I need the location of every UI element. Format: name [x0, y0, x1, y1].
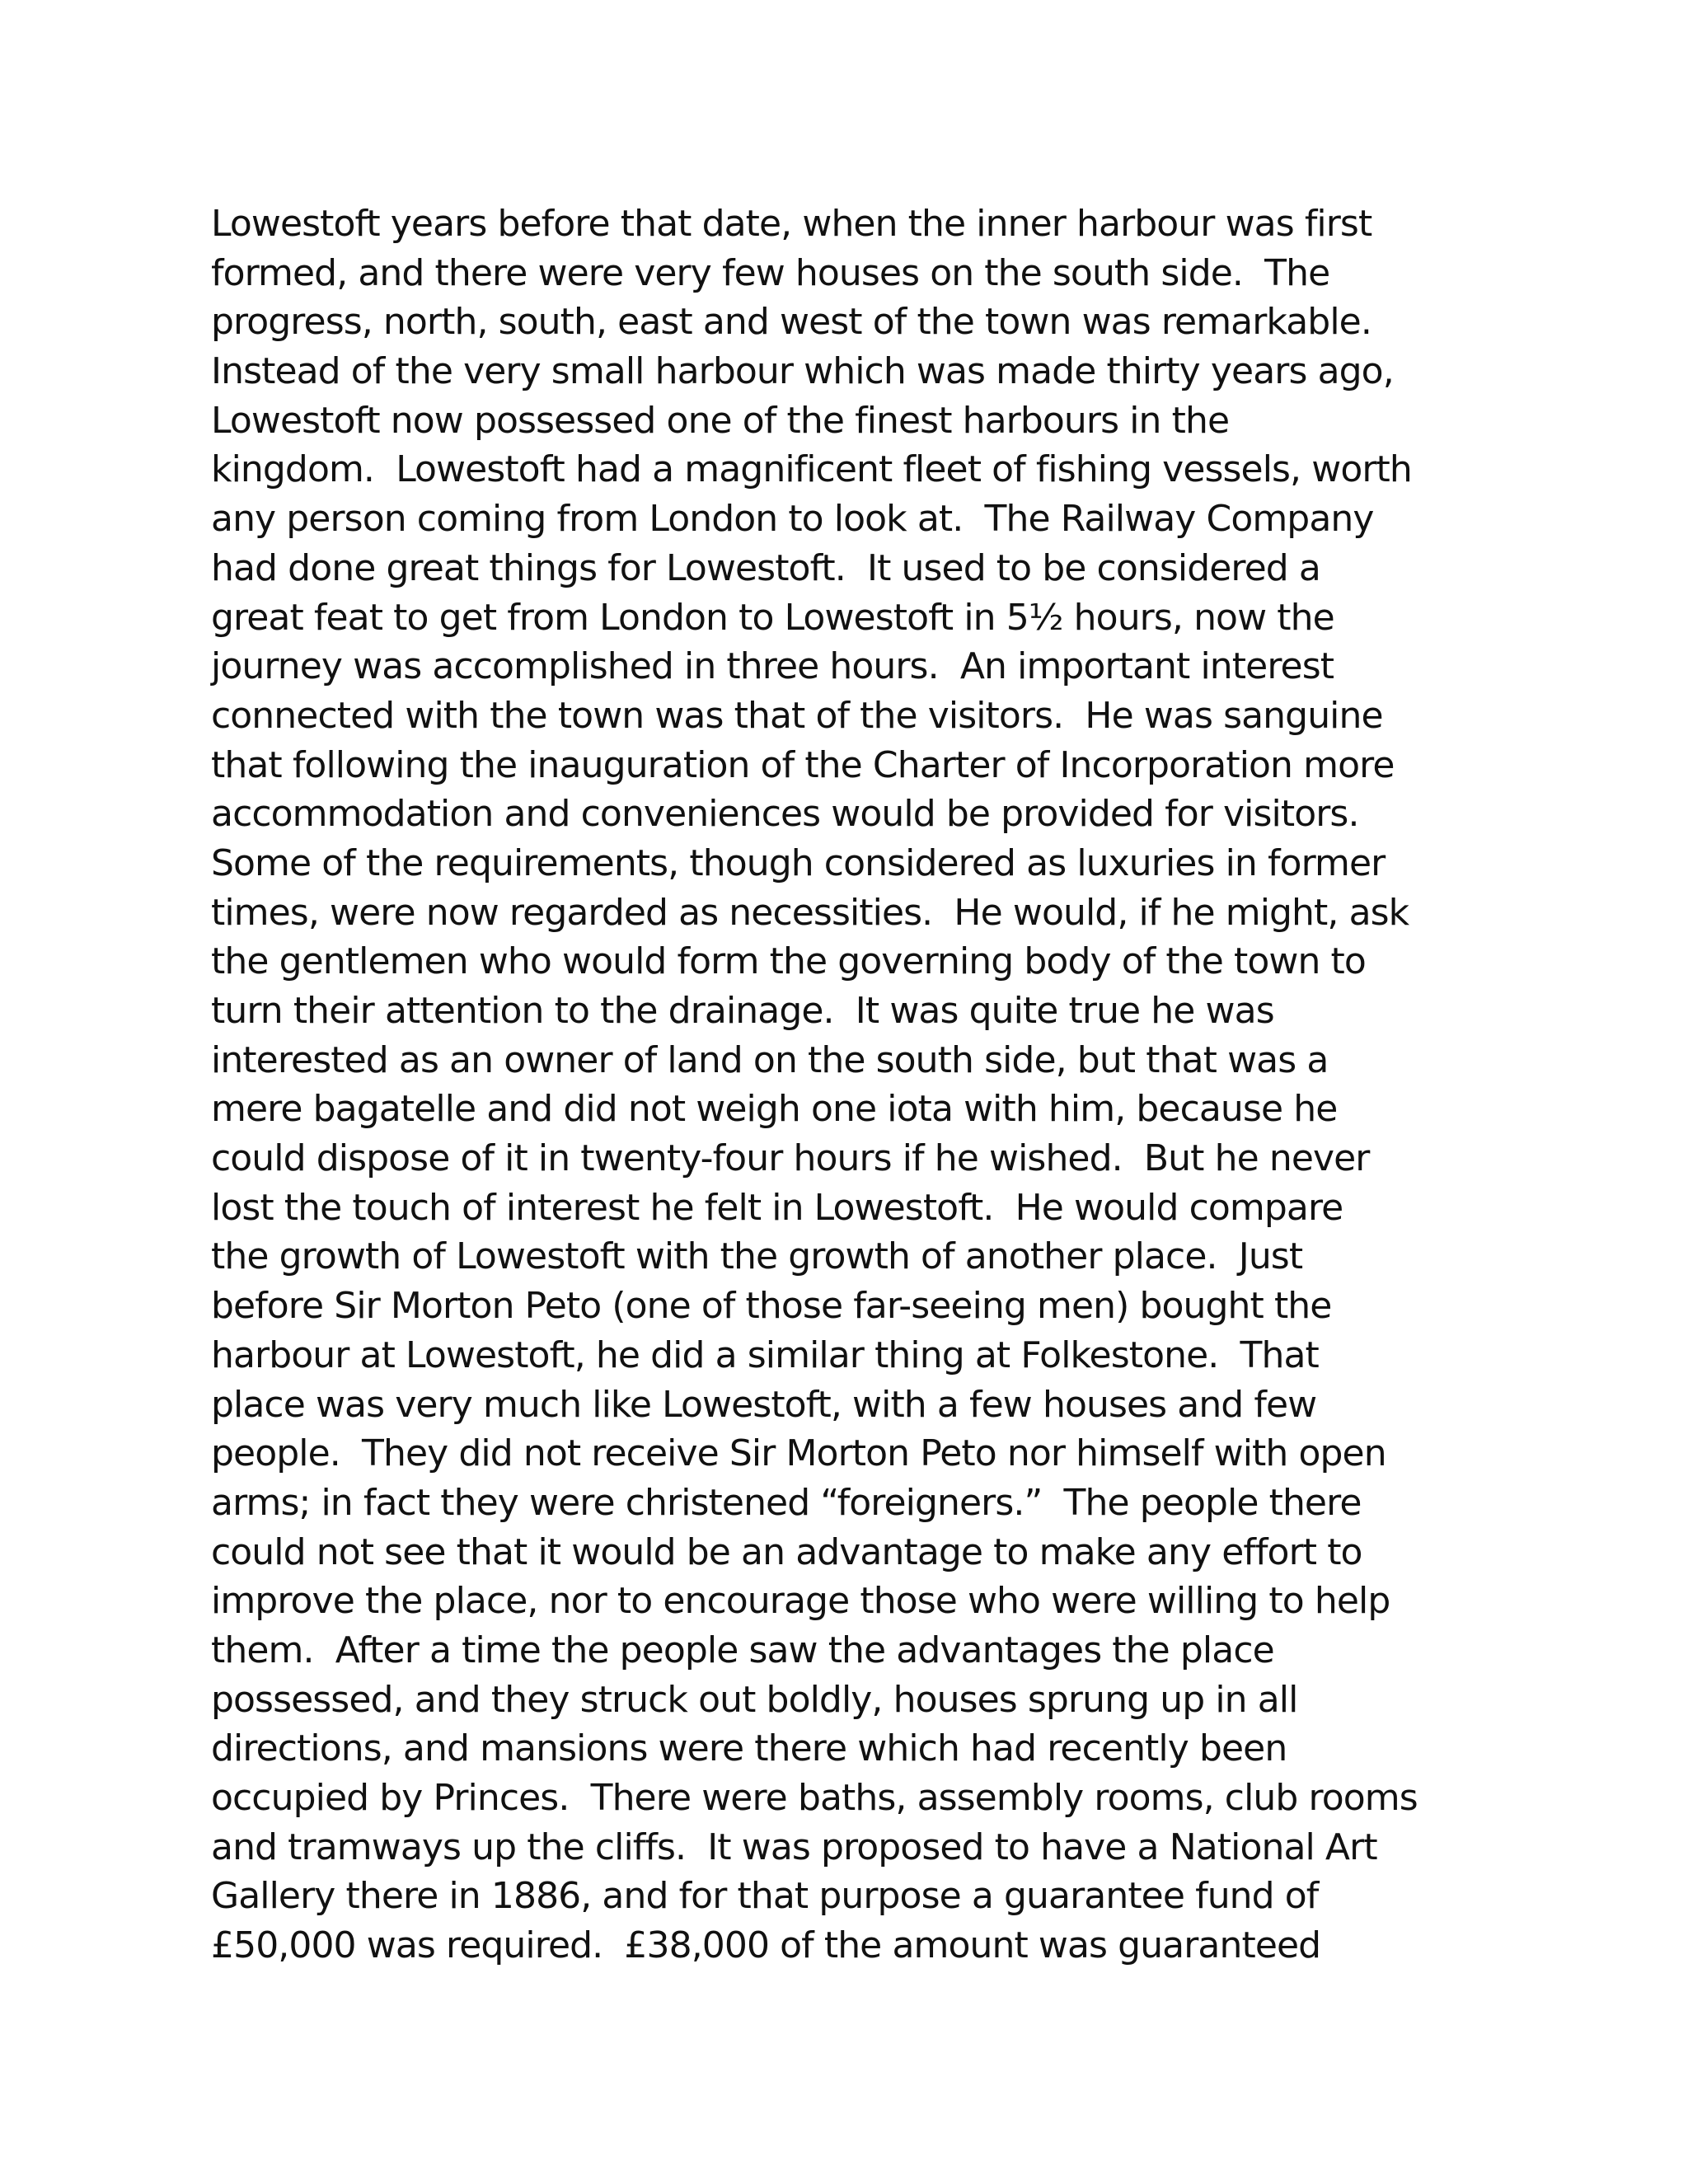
text-line: them. After a time the people saw the advantages the place: [211, 1629, 1274, 1671]
text-line: that following the inauguration of the Charter of Incorporation more: [211, 743, 1395, 786]
text-line: Gallery there in 1886, and for that purpose a guarantee fund of: [211, 1875, 1319, 1918]
text-line: lost the touch of interest he felt in Lowestoft. He would compare: [211, 1186, 1343, 1229]
text-line: great feat to get from London to Lowestoft in 5½ hours, now the: [211, 596, 1334, 639]
text-line: before Sir Morton Peto (one of those far-seeing men) bought the: [211, 1285, 1332, 1328]
text-line: kingdom. Lowestoft had a magnificent fleet of fishing vessels, worth: [211, 448, 1412, 491]
text-line: and tramways up the cliffs. It was proposed to have a National Art: [211, 1825, 1377, 1868]
text-line: turn their attention to the drainage. It was quite true he was: [211, 990, 1274, 1032]
text-line: journey was accomplished in three hours. An important interest: [211, 645, 1334, 688]
body-text: [211, 199, 1497, 1971]
text-line: Some of the requirements, though considered as luxuries in former: [211, 841, 1386, 884]
text-line: people. They did not receive Sir Morton Peto nor himself with open: [211, 1432, 1386, 1475]
text-line: times, were now regarded as necessities. He would, if he might, ask: [211, 891, 1409, 934]
text-line: had done great things for Lowestoft. It used to be considered a: [211, 546, 1320, 589]
text-line: improve the place, nor to encourage those who were willing to help: [211, 1580, 1390, 1623]
text-line: harbour at Lowestoft, he did a similar thing at Folkestone. That: [211, 1333, 1319, 1376]
text-line: arms; in fact they were christened “foreigners.” The people there: [211, 1481, 1362, 1524]
text-line: could dispose of it in twenty-four hours if he wished. But he never: [211, 1137, 1370, 1180]
text-line: occupied by Princes. There were baths, assembly rooms, club rooms: [211, 1777, 1418, 1819]
text-line: the growth of Lowestoft with the growth of another place. Just: [211, 1235, 1303, 1278]
text-line: any person coming from London to look at. The Railway Company: [211, 498, 1374, 541]
text-line: could not see that it would be an advantage to make any effort to: [211, 1530, 1362, 1573]
text-line: connected with the town was that of the visitors. He was sanguine: [211, 694, 1383, 737]
text-line: progress, north, south, east and west of the town was remarkable.: [211, 301, 1372, 344]
text-line: place was very much like Lowestoft, with a few houses and few: [211, 1383, 1317, 1426]
text-line: Instead of the very small harbour which was made thirty years ago,: [211, 350, 1394, 393]
text-line: Lowestoft now possessed one of the finest harbours in the: [211, 399, 1230, 442]
text-line: interested as an owner of land on the south side, but that was a: [211, 1038, 1329, 1081]
text-line: £50,000 was required. £38,000 of the amount was guaranteed: [211, 1924, 1321, 1967]
text-line: possessed, and they struck out boldly, houses sprung up in all: [211, 1678, 1298, 1721]
text-line: the gentlemen who would form the governing body of the town to: [211, 940, 1366, 983]
text-line: directions, and mansions were there which had recently been: [211, 1727, 1287, 1770]
text-line: mere bagatelle and did not weigh one iota with him, because he: [211, 1088, 1338, 1131]
text-line: formed, and there were very few houses on the south side. The: [211, 251, 1330, 294]
text-line: accommodation and conveniences would be provided for visitors.: [211, 793, 1359, 836]
text-line: Lowestoft years before that date, when the inner harbour was first: [211, 203, 1372, 245]
